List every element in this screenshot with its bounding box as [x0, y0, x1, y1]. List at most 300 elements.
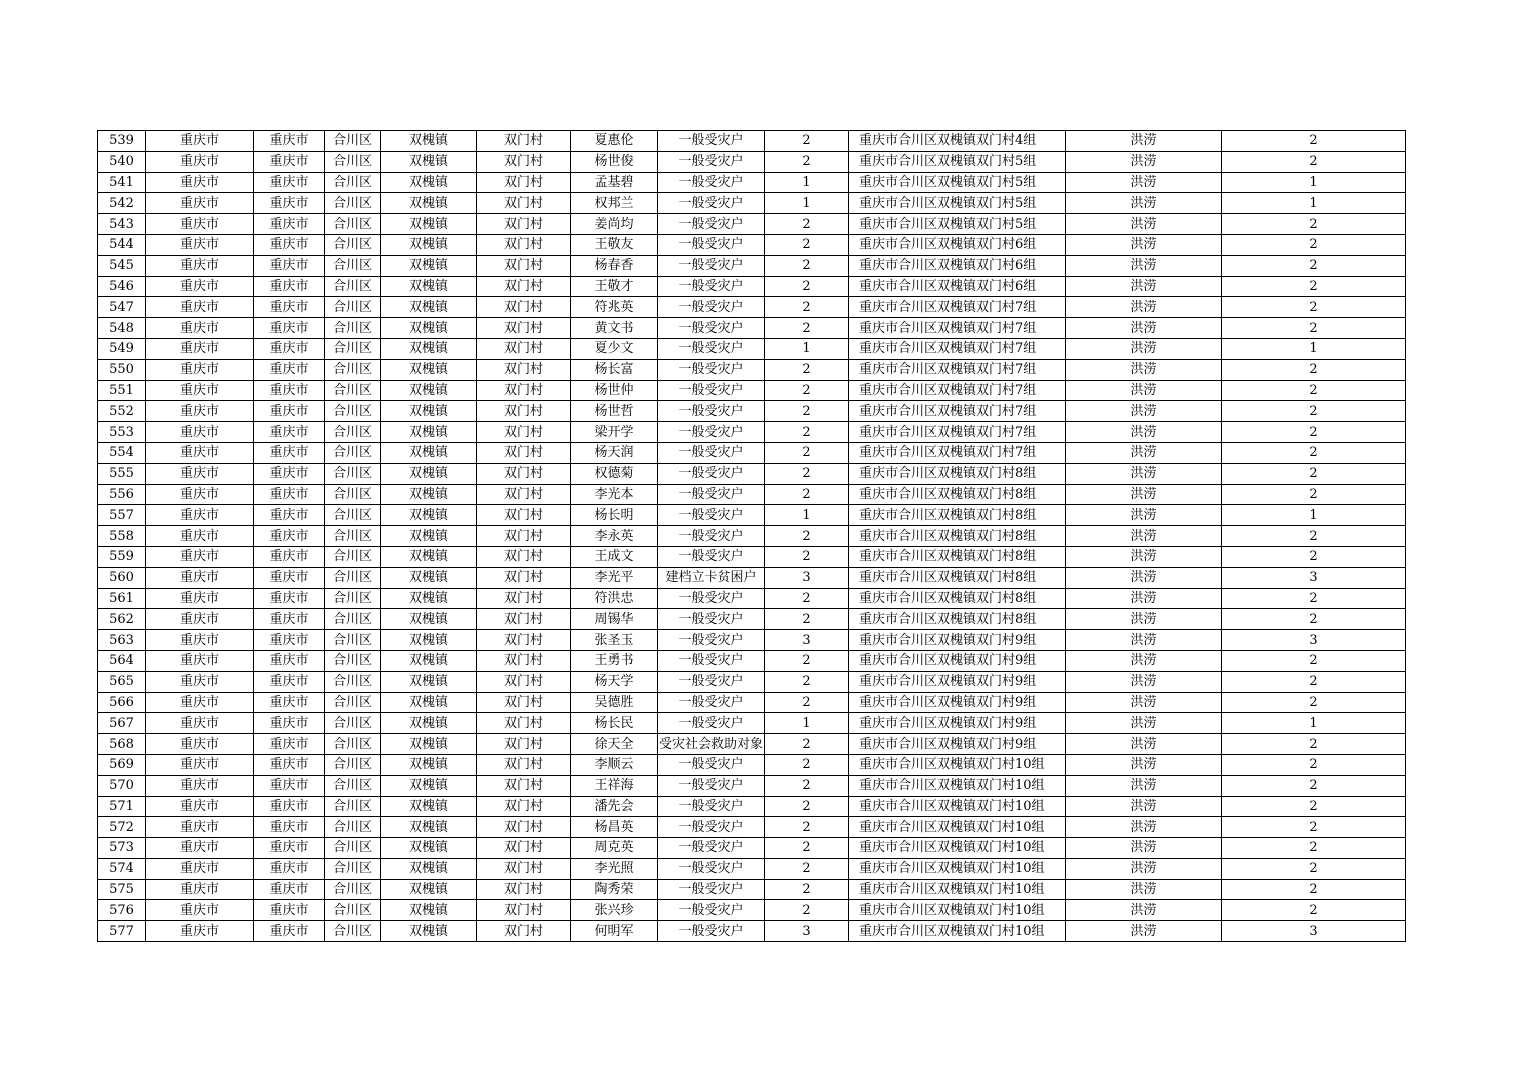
disaster-type-cell: 洪涝 [1066, 338, 1222, 359]
district-cell: 合川区 [325, 380, 381, 401]
province-cell: 重庆市 [146, 546, 254, 567]
disaster-type-cell: 洪涝 [1066, 588, 1222, 609]
table-row [98, 442, 1406, 463]
disaster-type-cell: 洪涝 [1066, 484, 1222, 505]
address-cell: 重庆市合川区双槐镇双门村10组 [849, 775, 1066, 796]
district-cell: 合川区 [325, 359, 381, 380]
row-number-cell: 570 [98, 775, 146, 796]
relief-count-cell: 2 [1222, 255, 1406, 276]
village-cell: 双门村 [477, 650, 571, 671]
table-row [98, 401, 1406, 422]
affected-count-cell: 2 [765, 796, 849, 817]
town-cell: 双槐镇 [381, 505, 477, 526]
name-cell: 杨长富 [571, 359, 658, 380]
table-row [98, 817, 1406, 838]
address-cell: 重庆市合川区双槐镇双门村6组 [849, 255, 1066, 276]
table-row [98, 796, 1406, 817]
household-type-cell: 一般受灾户 [658, 609, 765, 630]
affected-count-cell: 2 [765, 692, 849, 713]
district-cell: 合川区 [325, 754, 381, 775]
address-cell: 重庆市合川区双槐镇双门村9组 [849, 734, 1066, 755]
disaster-type-cell: 洪涝 [1066, 609, 1222, 630]
province-cell: 重庆市 [146, 817, 254, 838]
town-cell: 双槐镇 [381, 588, 477, 609]
province-cell: 重庆市 [146, 276, 254, 297]
province-cell: 重庆市 [146, 505, 254, 526]
table-body [98, 131, 1406, 942]
row-number-cell: 545 [98, 255, 146, 276]
table-row [98, 505, 1406, 526]
household-type-cell: 一般受灾户 [658, 858, 765, 879]
district-cell: 合川区 [325, 650, 381, 671]
city-cell: 重庆市 [254, 338, 325, 359]
city-cell: 重庆市 [254, 401, 325, 422]
affected-count-cell: 2 [765, 546, 849, 567]
village-cell: 双门村 [477, 484, 571, 505]
city-cell: 重庆市 [254, 713, 325, 734]
household-type-cell: 一般受灾户 [658, 172, 765, 193]
district-cell: 合川区 [325, 422, 381, 443]
city-cell: 重庆市 [254, 442, 325, 463]
district-cell: 合川区 [325, 442, 381, 463]
address-cell: 重庆市合川区双槐镇双门村7组 [849, 442, 1066, 463]
province-cell: 重庆市 [146, 775, 254, 796]
disaster-type-cell: 洪涝 [1066, 151, 1222, 172]
table-row [98, 671, 1406, 692]
row-number-cell: 543 [98, 214, 146, 235]
table-row [98, 297, 1406, 318]
village-cell: 双门村 [477, 713, 571, 734]
village-cell: 双门村 [477, 588, 571, 609]
province-cell: 重庆市 [146, 255, 254, 276]
disaster-type-cell: 洪涝 [1066, 318, 1222, 339]
affected-count-cell: 2 [765, 650, 849, 671]
village-cell: 双门村 [477, 442, 571, 463]
district-cell: 合川区 [325, 318, 381, 339]
town-cell: 双槐镇 [381, 609, 477, 630]
affected-count-cell: 2 [765, 297, 849, 318]
relief-count-cell: 2 [1222, 442, 1406, 463]
name-cell: 杨世仲 [571, 380, 658, 401]
town-cell: 双槐镇 [381, 879, 477, 900]
relief-count-cell: 2 [1222, 671, 1406, 692]
district-cell: 合川区 [325, 255, 381, 276]
name-cell: 夏少文 [571, 338, 658, 359]
affected-count-cell: 2 [765, 734, 849, 755]
village-cell: 双门村 [477, 380, 571, 401]
name-cell: 杨世俊 [571, 151, 658, 172]
disaster-type-cell: 洪涝 [1066, 650, 1222, 671]
address-cell: 重庆市合川区双槐镇双门村9组 [849, 630, 1066, 651]
household-type-cell: 建档立卡贫困户 [658, 567, 765, 588]
town-cell: 双槐镇 [381, 297, 477, 318]
name-cell: 吴德胜 [571, 692, 658, 713]
affected-count-cell: 2 [765, 879, 849, 900]
affected-count-cell: 2 [765, 131, 849, 152]
town-cell: 双槐镇 [381, 380, 477, 401]
village-cell: 双门村 [477, 234, 571, 255]
city-cell: 重庆市 [254, 921, 325, 942]
row-number-cell: 577 [98, 921, 146, 942]
row-number-cell: 539 [98, 131, 146, 152]
town-cell: 双槐镇 [381, 713, 477, 734]
relief-count-cell: 2 [1222, 318, 1406, 339]
district-cell: 合川区 [325, 193, 381, 214]
table-row [98, 900, 1406, 921]
district-cell: 合川区 [325, 879, 381, 900]
town-cell: 双槐镇 [381, 921, 477, 942]
district-cell: 合川区 [325, 526, 381, 547]
province-cell: 重庆市 [146, 380, 254, 401]
district-cell: 合川区 [325, 505, 381, 526]
disaster-type-cell: 洪涝 [1066, 255, 1222, 276]
affected-count-cell: 2 [765, 380, 849, 401]
province-cell: 重庆市 [146, 588, 254, 609]
household-type-cell: 一般受灾户 [658, 526, 765, 547]
name-cell: 陶秀荣 [571, 879, 658, 900]
household-type-cell: 一般受灾户 [658, 359, 765, 380]
address-cell: 重庆市合川区双槐镇双门村8组 [849, 609, 1066, 630]
table-row [98, 255, 1406, 276]
relief-count-cell: 2 [1222, 276, 1406, 297]
village-cell: 双门村 [477, 131, 571, 152]
affected-count-cell: 2 [765, 151, 849, 172]
town-cell: 双槐镇 [381, 151, 477, 172]
district-cell: 合川区 [325, 858, 381, 879]
district-cell: 合川区 [325, 588, 381, 609]
province-cell: 重庆市 [146, 214, 254, 235]
affected-count-cell: 2 [765, 817, 849, 838]
address-cell: 重庆市合川区双槐镇双门村10组 [849, 754, 1066, 775]
table-row [98, 422, 1406, 443]
household-type-cell: 受灾社会救助对象 [658, 734, 765, 755]
disaster-type-cell: 洪涝 [1066, 193, 1222, 214]
disaster-type-cell: 洪涝 [1066, 214, 1222, 235]
disaster-type-cell: 洪涝 [1066, 172, 1222, 193]
village-cell: 双门村 [477, 297, 571, 318]
town-cell: 双槐镇 [381, 858, 477, 879]
disaster-type-cell: 洪涝 [1066, 734, 1222, 755]
address-cell: 重庆市合川区双槐镇双门村8组 [849, 546, 1066, 567]
affected-count-cell: 1 [765, 172, 849, 193]
address-cell: 重庆市合川区双槐镇双门村10组 [849, 921, 1066, 942]
household-type-cell: 一般受灾户 [658, 775, 765, 796]
address-cell: 重庆市合川区双槐镇双门村9组 [849, 650, 1066, 671]
relief-count-cell: 2 [1222, 546, 1406, 567]
province-cell: 重庆市 [146, 193, 254, 214]
province-cell: 重庆市 [146, 151, 254, 172]
affected-count-cell: 2 [765, 255, 849, 276]
address-cell: 重庆市合川区双槐镇双门村7组 [849, 401, 1066, 422]
city-cell: 重庆市 [254, 588, 325, 609]
table-row [98, 734, 1406, 755]
row-number-cell: 560 [98, 567, 146, 588]
household-type-cell: 一般受灾户 [658, 422, 765, 443]
name-cell: 权德菊 [571, 463, 658, 484]
row-number-cell: 567 [98, 713, 146, 734]
row-number-cell: 553 [98, 422, 146, 443]
row-number-cell: 576 [98, 900, 146, 921]
province-cell: 重庆市 [146, 401, 254, 422]
province-cell: 重庆市 [146, 567, 254, 588]
district-cell: 合川区 [325, 609, 381, 630]
relief-count-cell: 3 [1222, 921, 1406, 942]
address-cell: 重庆市合川区双槐镇双门村6组 [849, 234, 1066, 255]
affected-count-cell: 2 [765, 442, 849, 463]
disaster-type-cell: 洪涝 [1066, 796, 1222, 817]
disaster-type-cell: 洪涝 [1066, 505, 1222, 526]
row-number-cell: 575 [98, 879, 146, 900]
city-cell: 重庆市 [254, 484, 325, 505]
relief-count-cell: 2 [1222, 151, 1406, 172]
town-cell: 双槐镇 [381, 650, 477, 671]
household-type-cell: 一般受灾户 [658, 796, 765, 817]
table-row [98, 172, 1406, 193]
relief-count-cell: 2 [1222, 858, 1406, 879]
city-cell: 重庆市 [254, 567, 325, 588]
village-cell: 双门村 [477, 214, 571, 235]
village-cell: 双门村 [477, 359, 571, 380]
disaster-type-cell: 洪涝 [1066, 401, 1222, 422]
table-row [98, 838, 1406, 859]
village-cell: 双门村 [477, 193, 571, 214]
affected-count-cell: 3 [765, 630, 849, 651]
city-cell: 重庆市 [254, 151, 325, 172]
affected-count-cell: 2 [765, 526, 849, 547]
town-cell: 双槐镇 [381, 817, 477, 838]
table-row [98, 338, 1406, 359]
household-type-cell: 一般受灾户 [658, 713, 765, 734]
table-row [98, 567, 1406, 588]
table-row [98, 921, 1406, 942]
town-cell: 双槐镇 [381, 463, 477, 484]
village-cell: 双门村 [477, 796, 571, 817]
name-cell: 李光照 [571, 858, 658, 879]
address-cell: 重庆市合川区双槐镇双门村5组 [849, 193, 1066, 214]
name-cell: 张圣玉 [571, 630, 658, 651]
relief-count-cell: 2 [1222, 401, 1406, 422]
district-cell: 合川区 [325, 172, 381, 193]
affected-count-cell: 2 [765, 588, 849, 609]
city-cell: 重庆市 [254, 775, 325, 796]
town-cell: 双槐镇 [381, 484, 477, 505]
table-row [98, 276, 1406, 297]
affected-count-cell: 1 [765, 713, 849, 734]
address-cell: 重庆市合川区双槐镇双门村7组 [849, 338, 1066, 359]
row-number-cell: 556 [98, 484, 146, 505]
disaster-type-cell: 洪涝 [1066, 900, 1222, 921]
town-cell: 双槐镇 [381, 775, 477, 796]
province-cell: 重庆市 [146, 172, 254, 193]
town-cell: 双槐镇 [381, 172, 477, 193]
household-type-cell: 一般受灾户 [658, 754, 765, 775]
relief-count-cell: 3 [1222, 567, 1406, 588]
name-cell: 杨天学 [571, 671, 658, 692]
district-cell: 合川区 [325, 276, 381, 297]
address-cell: 重庆市合川区双槐镇双门村9组 [849, 671, 1066, 692]
household-type-cell: 一般受灾户 [658, 505, 765, 526]
household-type-cell: 一般受灾户 [658, 463, 765, 484]
village-cell: 双门村 [477, 775, 571, 796]
town-cell: 双槐镇 [381, 193, 477, 214]
city-cell: 重庆市 [254, 692, 325, 713]
affected-count-cell: 2 [765, 671, 849, 692]
city-cell: 重庆市 [254, 546, 325, 567]
village-cell: 双门村 [477, 463, 571, 484]
affected-count-cell: 1 [765, 505, 849, 526]
district-cell: 合川区 [325, 900, 381, 921]
table-row [98, 692, 1406, 713]
disaster-type-cell: 洪涝 [1066, 879, 1222, 900]
row-number-cell: 574 [98, 858, 146, 879]
district-cell: 合川区 [325, 796, 381, 817]
village-cell: 双门村 [477, 734, 571, 755]
relief-count-cell: 2 [1222, 234, 1406, 255]
village-cell: 双门村 [477, 817, 571, 838]
address-cell: 重庆市合川区双槐镇双门村9组 [849, 692, 1066, 713]
name-cell: 张兴珍 [571, 900, 658, 921]
village-cell: 双门村 [477, 609, 571, 630]
name-cell: 李永英 [571, 526, 658, 547]
table-row [98, 546, 1406, 567]
household-type-cell: 一般受灾户 [658, 338, 765, 359]
district-cell: 合川区 [325, 401, 381, 422]
household-type-cell: 一般受灾户 [658, 484, 765, 505]
table-row [98, 754, 1406, 775]
village-cell: 双门村 [477, 276, 571, 297]
village-cell: 双门村 [477, 879, 571, 900]
town-cell: 双槐镇 [381, 546, 477, 567]
province-cell: 重庆市 [146, 838, 254, 859]
province-cell: 重庆市 [146, 879, 254, 900]
relief-count-cell: 2 [1222, 484, 1406, 505]
district-cell: 合川区 [325, 713, 381, 734]
village-cell: 双门村 [477, 255, 571, 276]
relief-count-cell: 2 [1222, 214, 1406, 235]
row-number-cell: 554 [98, 442, 146, 463]
address-cell: 重庆市合川区双槐镇双门村7组 [849, 422, 1066, 443]
table-row [98, 609, 1406, 630]
row-number-cell: 542 [98, 193, 146, 214]
household-type-cell: 一般受灾户 [658, 151, 765, 172]
province-cell: 重庆市 [146, 671, 254, 692]
name-cell: 符兆英 [571, 297, 658, 318]
relief-count-cell: 1 [1222, 193, 1406, 214]
city-cell: 重庆市 [254, 900, 325, 921]
disaster-type-cell: 洪涝 [1066, 817, 1222, 838]
relief-count-cell: 2 [1222, 588, 1406, 609]
row-number-cell: 557 [98, 505, 146, 526]
household-type-cell: 一般受灾户 [658, 255, 765, 276]
affected-count-cell: 2 [765, 484, 849, 505]
address-cell: 重庆市合川区双槐镇双门村6组 [849, 276, 1066, 297]
city-cell: 重庆市 [254, 505, 325, 526]
province-cell: 重庆市 [146, 734, 254, 755]
city-cell: 重庆市 [254, 650, 325, 671]
relief-count-cell: 2 [1222, 796, 1406, 817]
name-cell: 王成文 [571, 546, 658, 567]
name-cell: 李顺云 [571, 754, 658, 775]
household-type-cell: 一般受灾户 [658, 276, 765, 297]
address-cell: 重庆市合川区双槐镇双门村10组 [849, 838, 1066, 859]
affected-count-cell: 2 [765, 463, 849, 484]
household-type-cell: 一般受灾户 [658, 921, 765, 942]
disaster-household-table [97, 130, 1406, 942]
city-cell: 重庆市 [254, 276, 325, 297]
town-cell: 双槐镇 [381, 214, 477, 235]
village-cell: 双门村 [477, 692, 571, 713]
town-cell: 双槐镇 [381, 838, 477, 859]
town-cell: 双槐镇 [381, 442, 477, 463]
address-cell: 重庆市合川区双槐镇双门村8组 [849, 567, 1066, 588]
relief-count-cell: 2 [1222, 650, 1406, 671]
town-cell: 双槐镇 [381, 567, 477, 588]
town-cell: 双槐镇 [381, 692, 477, 713]
city-cell: 重庆市 [254, 297, 325, 318]
affected-count-cell: 2 [765, 401, 849, 422]
table-row [98, 380, 1406, 401]
address-cell: 重庆市合川区双槐镇双门村8组 [849, 505, 1066, 526]
province-cell: 重庆市 [146, 921, 254, 942]
name-cell: 潘先会 [571, 796, 658, 817]
village-cell: 双门村 [477, 921, 571, 942]
village-cell: 双门村 [477, 318, 571, 339]
city-cell: 重庆市 [254, 754, 325, 775]
household-type-cell: 一般受灾户 [658, 234, 765, 255]
relief-count-cell: 2 [1222, 131, 1406, 152]
affected-count-cell: 2 [765, 900, 849, 921]
affected-count-cell: 2 [765, 318, 849, 339]
household-type-cell: 一般受灾户 [658, 193, 765, 214]
city-cell: 重庆市 [254, 380, 325, 401]
address-cell: 重庆市合川区双槐镇双门村8组 [849, 463, 1066, 484]
name-cell: 杨长明 [571, 505, 658, 526]
affected-count-cell: 2 [765, 838, 849, 859]
name-cell: 黄文书 [571, 318, 658, 339]
city-cell: 重庆市 [254, 796, 325, 817]
village-cell: 双门村 [477, 546, 571, 567]
village-cell: 双门村 [477, 401, 571, 422]
table-row [98, 650, 1406, 671]
province-cell: 重庆市 [146, 463, 254, 484]
district-cell: 合川区 [325, 817, 381, 838]
row-number-cell: 552 [98, 401, 146, 422]
table-row [98, 713, 1406, 734]
disaster-type-cell: 洪涝 [1066, 692, 1222, 713]
row-number-cell: 566 [98, 692, 146, 713]
address-cell: 重庆市合川区双槐镇双门村7组 [849, 380, 1066, 401]
disaster-type-cell: 洪涝 [1066, 546, 1222, 567]
name-cell: 杨春香 [571, 255, 658, 276]
relief-count-cell: 2 [1222, 879, 1406, 900]
name-cell: 徐天全 [571, 734, 658, 755]
disaster-type-cell: 洪涝 [1066, 713, 1222, 734]
row-number-cell: 541 [98, 172, 146, 193]
city-cell: 重庆市 [254, 214, 325, 235]
city-cell: 重庆市 [254, 318, 325, 339]
affected-count-cell: 2 [765, 775, 849, 796]
province-cell: 重庆市 [146, 442, 254, 463]
relief-count-cell: 2 [1222, 692, 1406, 713]
district-cell: 合川区 [325, 463, 381, 484]
household-type-cell: 一般受灾户 [658, 297, 765, 318]
town-cell: 双槐镇 [381, 796, 477, 817]
row-number-cell: 561 [98, 588, 146, 609]
relief-count-cell: 2 [1222, 359, 1406, 380]
disaster-type-cell: 洪涝 [1066, 234, 1222, 255]
city-cell: 重庆市 [254, 838, 325, 859]
disaster-type-cell: 洪涝 [1066, 297, 1222, 318]
